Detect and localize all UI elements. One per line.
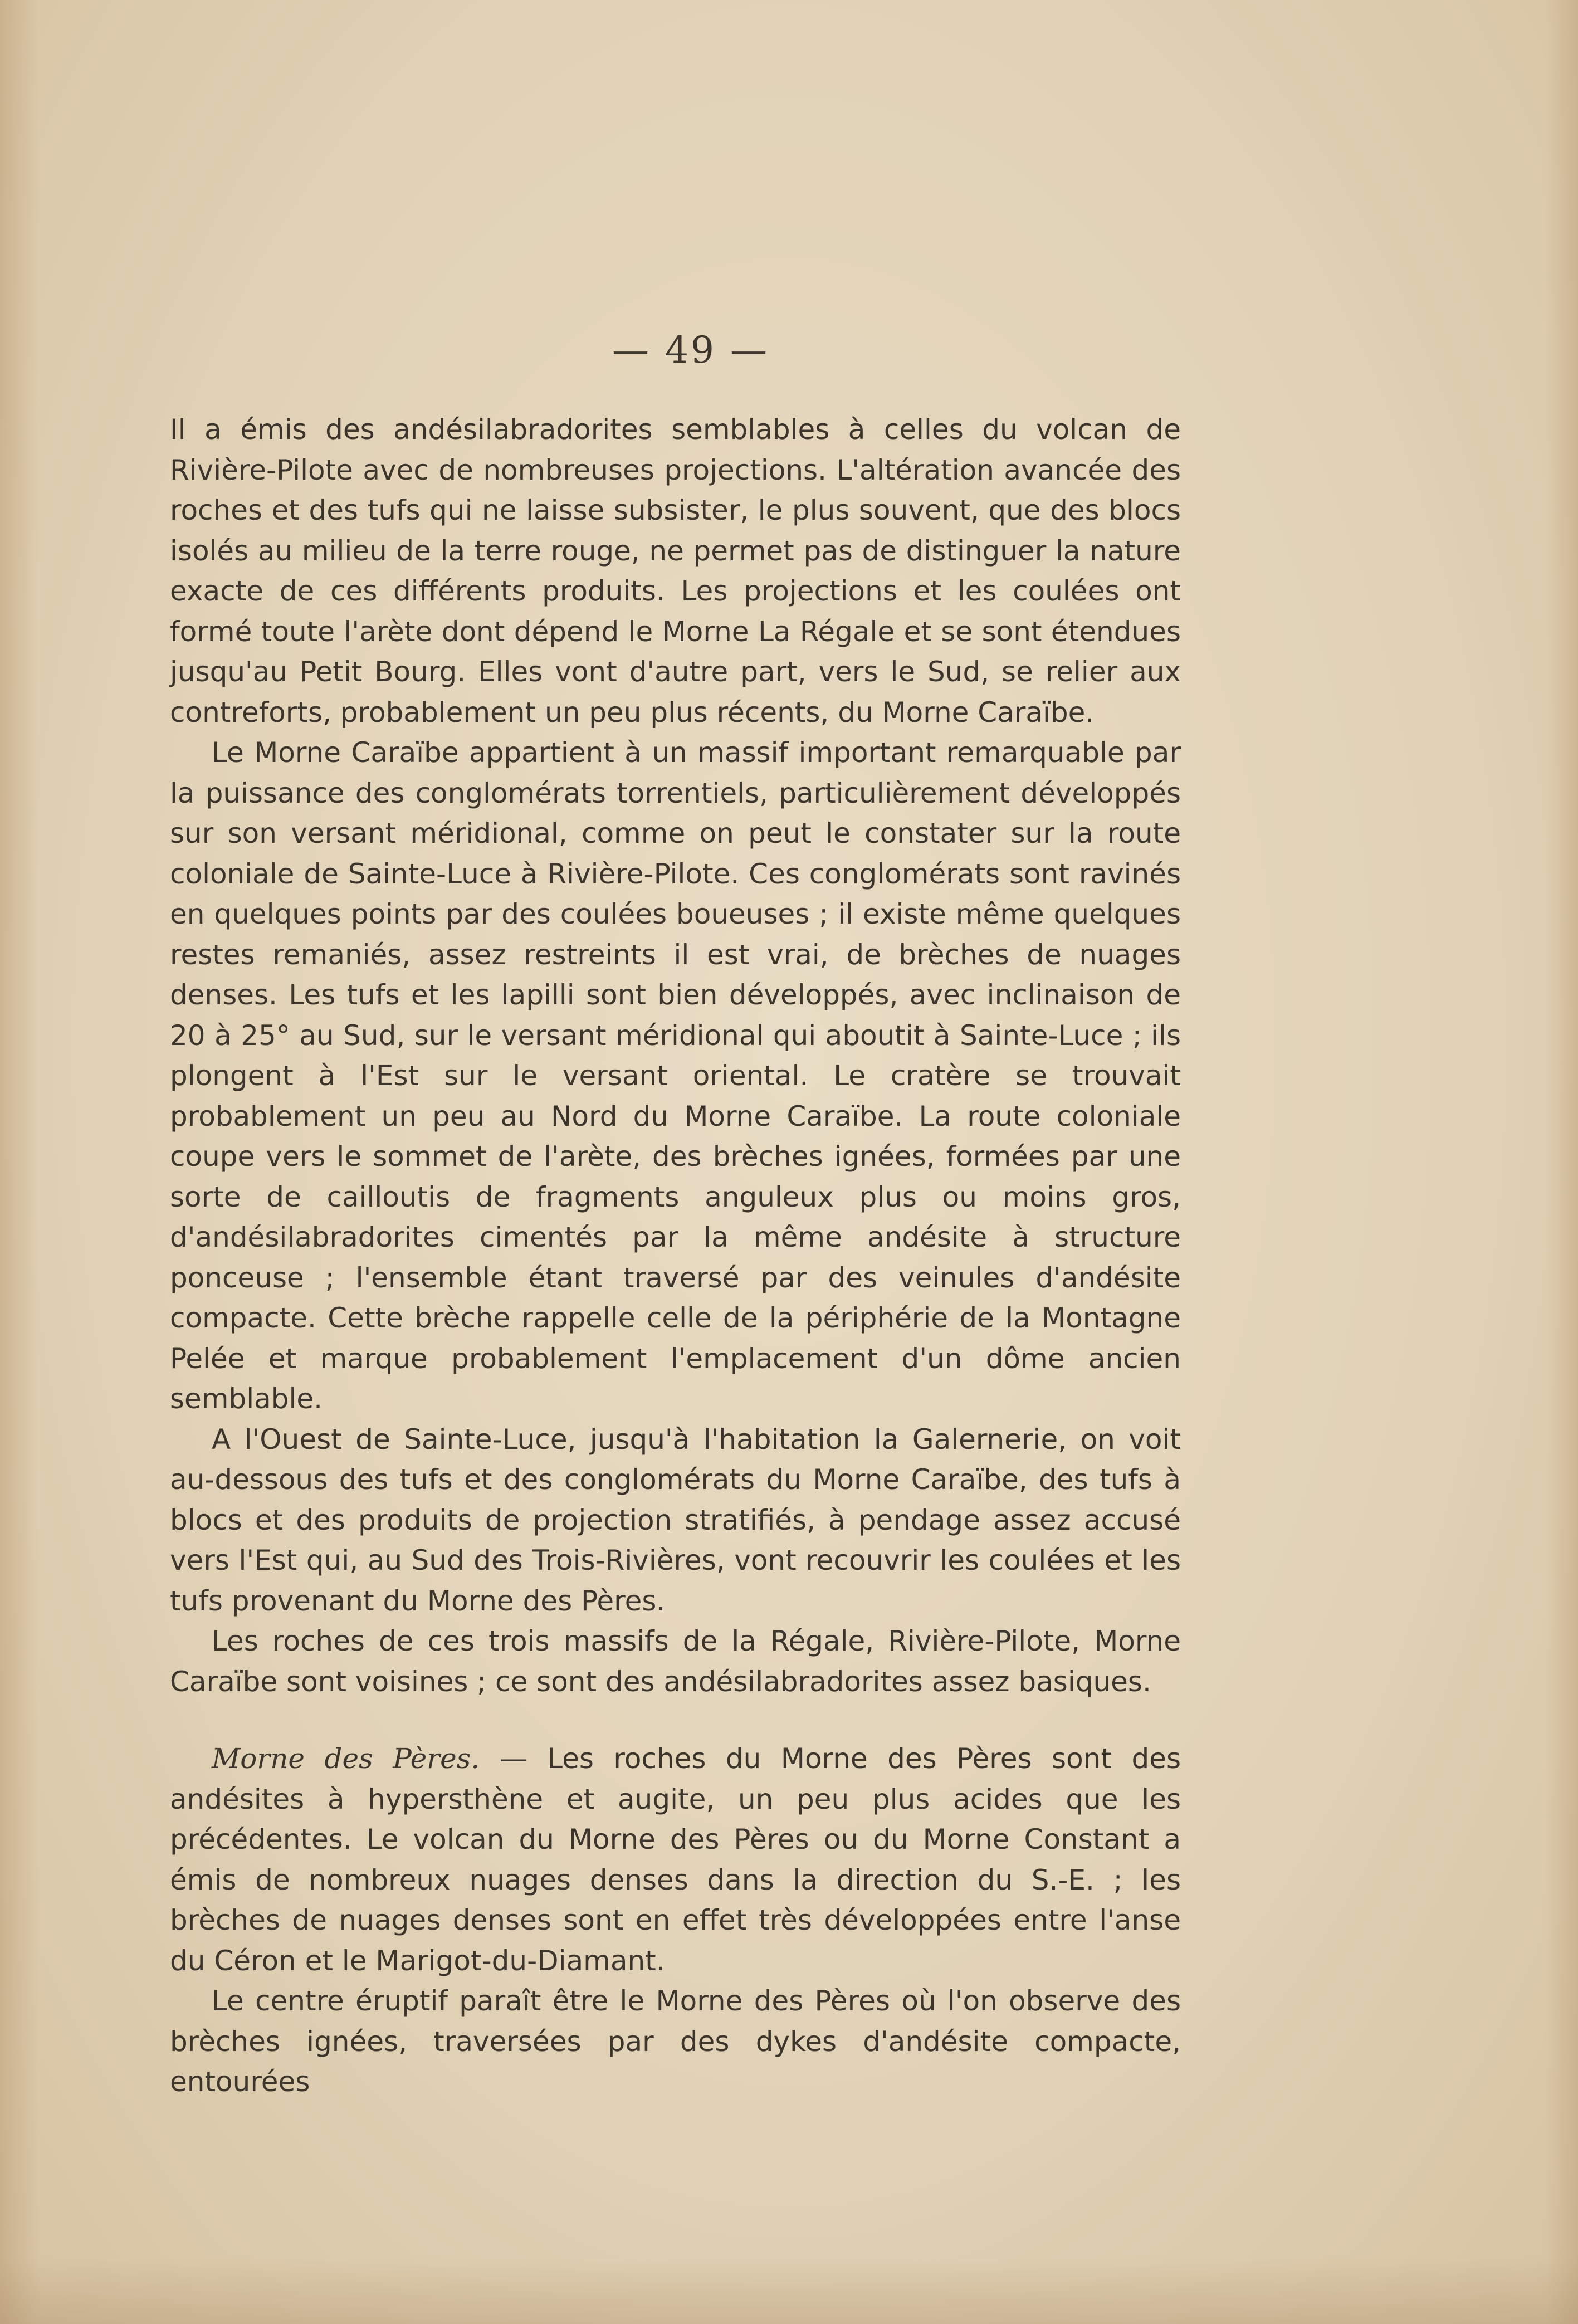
page-number: — 49 —	[612, 329, 769, 372]
paragraph: Le Morne Caraïbe appartient à un massif important remarquable par la puissance des conglomérats torrentiels, particulièrement développés sur son versant méridional, comme on peut le constater sur la route coloniale de Sainte-Luce à Rivière-Pilote. Ces conglomérats sont ravinés en quelques points par des coulées boueuses ; il existe même quelques restes remaniés, assez restreints il est vrai, de brèches de nuages denses. Les tufs et les lapilli sont bien développés, avec inclinaison de 20 à 25° au Sud, sur le versant méridional qui aboutit à Sainte-Luce ; ils plongent à l'Est sur le versant oriental. Le cratère se trouvait probablement un peu au Nord du Morne Caraïbe. La route coloniale coupe vers le sommet de l'arète, des brèches ignées, formées par une sorte de cailloutis de fragments anguleux plus ou moins gros, d'andésilabradorites cimentés par la même andésite à structure ponceuse ; l'ensemble étant traversé par des veinules d'andésite compacte. Cette brèche rappelle celle de la périphérie de la Montagne Pelée et marque probablement l'emplacement d'un dôme ancien semblable.	[170, 736, 1181, 1415]
paragraph: Il a émis des andésilabradorites semblables à celles du volcan de Rivière-Pilote avec de nombreuses projections. L'altération avancée des roches et des tufs qui ne laisse subsister, le plus souvent, que des blocs isolés au milieu de la terre rouge, ne permet pas de distinguer la nature exacte de ces différents produits. Les projections et les coulées ont formé toute l'arète dont dépend le Morne La Régale et se sont étendues jusqu'au Petit Bourg. Elles vont d'autre part, vers le Sud, se relier aux contreforts, probablement un peu plus récents, du Morne Caraïbe.	[170, 413, 1181, 729]
paper-edge-right	[1545, 0, 1578, 2324]
body-text	[170, 409, 1181, 2102]
paragraph: A l'Ouest de Sainte-Luce, jusqu'à l'habitation la Galernerie, on voit au-dessous des tufs et des conglomérats du Morne Caraïbe, des tufs à blocs et des produits de projection stratifiés, à pendage assez accusé vers l'Est qui, au Sud des Trois-Rivières, vont recouvrir les coulées et les tufs provenant du Morne des Pères.	[170, 1423, 1181, 1617]
section-paragraph	[170, 1739, 1181, 1981]
paragraph: Les roches de ces trois massifs de la Régale, Rivière-Pilote, Morne Caraïbe sont voisines ; ce sont des andésilabradorites assez basiques.	[170, 1625, 1181, 1698]
paper-edge-bottom	[0, 2257, 1578, 2324]
paragraph: Le centre éruptif paraît être le Morne des Pères où l'on observe des brèches ignées, traversées par des dykes d'andésite compacte, entourées	[170, 1985, 1181, 2098]
section-text: — Les roches du Morne des Pères sont des andésites à hypersthène et augite, un peu plus acides que les précédentes. Le volcan du Morne des Pères ou du Morne Constant a émis de nombreux nuages denses dans la direction du S.-E. ; les brèches de nuages denses sont en effet très développées entre l'anse du Céron et le Marigot-du-Diamant.	[170, 1742, 1181, 1977]
section-title: Morne des Pères.	[212, 1742, 480, 1775]
